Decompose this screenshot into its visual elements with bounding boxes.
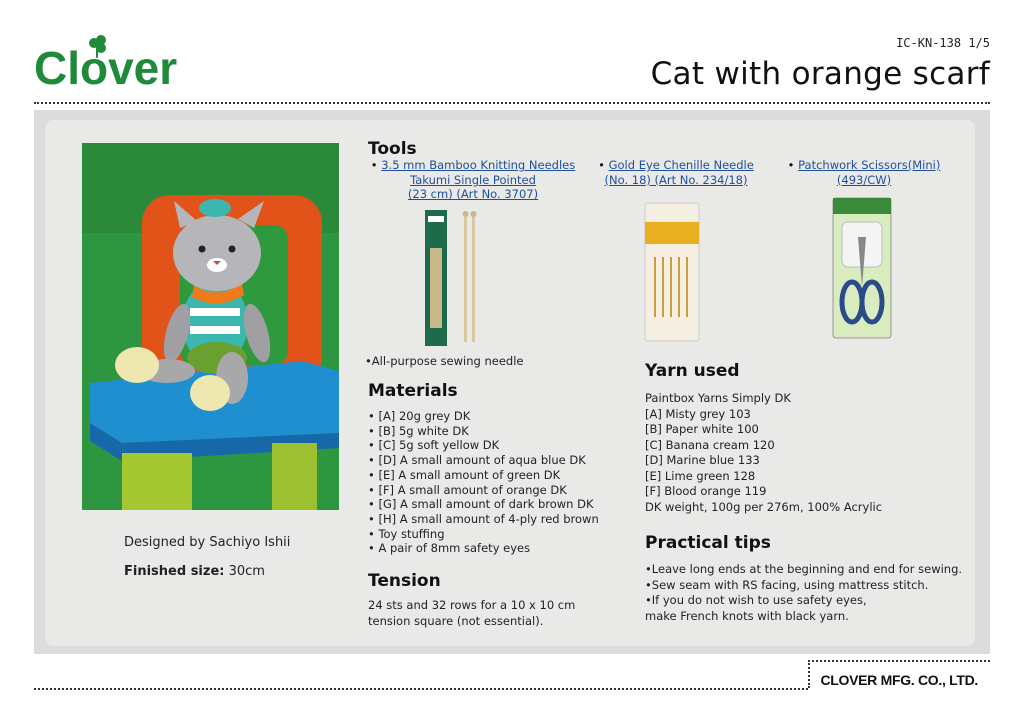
finished-size-value: 30cm: [224, 564, 265, 579]
tension-line: tension square (not essential).: [368, 613, 544, 628]
list-item: • Toy stuffing: [368, 527, 599, 542]
tension-line: 24 sts and 32 rows for a 10 x 10 cm: [368, 598, 576, 612]
tool-link-line[interactable]: Patchwork Scissors(Mini): [798, 158, 941, 172]
yarn-line: DK weight, 100g per 276m, 100% Acrylic: [645, 499, 883, 514]
yarn-line: [F] Blood orange 119: [645, 484, 767, 498]
sewing-needle-note: •All-purpose sewing needle: [365, 354, 524, 368]
knitting-needles-image: [420, 208, 490, 348]
list-item: • [F] A small amount of orange DK: [368, 483, 599, 498]
list-item: • [E] A small amount of green DK: [368, 468, 599, 483]
tool-bullet: •: [370, 158, 382, 172]
tip-line: make French knots with black yarn.: [645, 608, 849, 623]
tool-link-line[interactable]: Takumi Single Pointed: [410, 172, 536, 187]
clover-logo: [34, 34, 184, 90]
finished-size: [124, 564, 265, 579]
tension-text: [368, 598, 575, 629]
tool-link-line[interactable]: Gold Eye Chenille Needle: [608, 158, 754, 172]
yarn-heading: Yarn used: [645, 361, 740, 381]
yarn-line: Paintbox Yarns Simply DK: [645, 391, 791, 405]
footer-vertical-divider: [808, 660, 810, 688]
list-item: • [C] 5g soft yellow DK: [368, 438, 599, 453]
company-name: CLOVER MFG. CO., LTD.: [820, 672, 978, 688]
tension-heading: Tension: [368, 571, 441, 591]
list-item: • [H] A small amount of 4-ply red brown: [368, 512, 599, 527]
tool-knitting-needles[interactable]: [368, 158, 578, 202]
materials-list: [368, 409, 599, 556]
yarn-line: [A] Misty grey 103: [645, 406, 751, 421]
tool-bullet: •: [787, 158, 799, 172]
tools-heading: Tools: [368, 139, 417, 159]
tip-line: •Leave long ends at the beginning and end for sewing.: [645, 562, 963, 576]
scissors-image: [832, 197, 892, 339]
brand-wordmark: Clover: [34, 42, 178, 90]
tool-link-line[interactable]: (No. 18) (Art No. 234/18): [604, 172, 748, 187]
cat-photo: [82, 143, 339, 510]
yarn-line: [C] Banana cream 120: [645, 437, 775, 452]
tool-bullet: •: [598, 158, 609, 172]
tool-chenille-needle[interactable]: [596, 158, 756, 187]
designer-credit: Designed by Sachiyo Ishii: [124, 535, 291, 550]
list-item: • [D] A small amount of aqua blue DK: [368, 453, 599, 468]
document-code: IC-KN-138 1/5: [896, 36, 990, 50]
list-item: • [B] 5g white DK: [368, 424, 599, 439]
tool-link-line[interactable]: (23 cm) (Art No. 3707): [407, 187, 539, 202]
yarn-line: [B] Paper white 100: [645, 422, 759, 436]
tip-line: •If you do not wish to use safety eyes,: [645, 593, 867, 607]
tool-link-line[interactable]: (493/CW): [836, 172, 892, 187]
page-title: Cat with orange scarf: [650, 56, 990, 92]
yarn-line: [D] Marine blue 133: [645, 453, 760, 467]
top-divider: [34, 102, 990, 104]
finished-size-label: Finished size:: [124, 564, 225, 579]
tip-line: •Sew seam with RS facing, using mattress stitch.: [645, 577, 929, 592]
footer-top-divider: [808, 660, 990, 662]
list-item: • [A] 20g grey DK: [368, 409, 599, 424]
materials-heading: Materials: [368, 381, 458, 401]
tool-link-line[interactable]: 3.5 mm Bamboo Knitting Needles: [381, 158, 576, 172]
yarn-line: [E] Lime green 128: [645, 468, 756, 483]
tips-heading: Practical tips: [645, 533, 771, 553]
chenille-needle-image: [644, 202, 700, 342]
list-item: • [G] A small amount of dark brown DK: [368, 497, 599, 512]
list-item: • A pair of 8mm safety eyes: [368, 541, 599, 556]
yarn-list: [645, 391, 882, 515]
tool-scissors[interactable]: [784, 158, 944, 187]
tips-list: [645, 562, 962, 624]
bottom-divider: [34, 688, 808, 690]
